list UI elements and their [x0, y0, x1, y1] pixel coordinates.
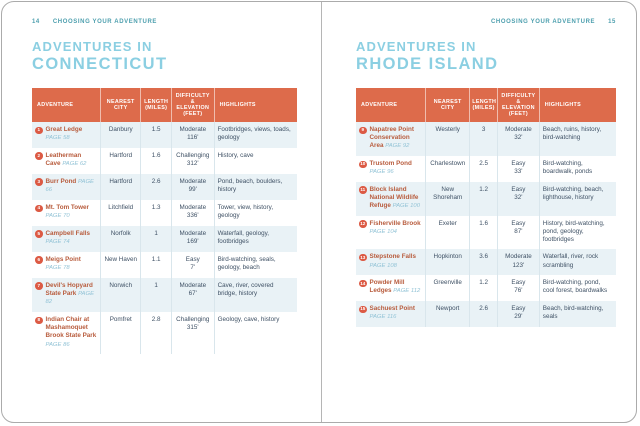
- elevation: 123': [512, 261, 525, 269]
- row-number-badge: 5: [35, 230, 43, 238]
- page-ref: PAGE 62: [62, 161, 87, 168]
- row-number-badge: 11: [360, 187, 366, 193]
- adventure-cell: [356, 301, 426, 327]
- row-number-badge: 10: [360, 161, 366, 167]
- highlights: Pond, beach, boulders, history: [214, 174, 297, 200]
- table-row: [32, 278, 297, 313]
- elevation: 99': [188, 185, 197, 193]
- difficulty: Moderate: [179, 281, 207, 289]
- nearest-city: Charlestown: [426, 156, 470, 182]
- highlights: Bird-watching, beach, lighthouse, history: [539, 182, 616, 216]
- page-ref: PAGE 78: [45, 264, 70, 271]
- adventure-cell: [32, 278, 101, 313]
- adventure-name: Fisherville Brook: [369, 219, 421, 227]
- page-title: [356, 40, 616, 73]
- elevation: 32': [514, 194, 523, 202]
- page-ref: PAGE 58: [45, 135, 70, 142]
- difficulty-elevation: [498, 275, 540, 301]
- length-miles: 1: [141, 278, 172, 313]
- elevation: 76': [514, 287, 523, 295]
- adventure-name: Powder Mill Ledges: [369, 279, 405, 295]
- adventure-label: [370, 186, 423, 211]
- column-header: ADVENTURE: [32, 88, 101, 122]
- difficulty-elevation: [172, 252, 215, 278]
- row-number-badge: 4: [35, 205, 43, 213]
- difficulty-elevation: [172, 122, 215, 148]
- difficulty: Challenging: [176, 151, 210, 159]
- page-ref: PAGE 74: [45, 239, 70, 246]
- adventure-name: Burr Pond: [45, 177, 77, 185]
- highlights: Bird-watching, pond, cool forest, boardwalks: [539, 275, 616, 301]
- adventure-cell: [356, 216, 426, 250]
- length-miles: 1.1: [141, 252, 172, 278]
- column-header: LENGTH (MILES): [470, 88, 498, 122]
- adventure-label: [370, 126, 423, 151]
- adventure-name: Devil's Hopyard State Park: [45, 281, 93, 297]
- nearest-city: Danbury: [101, 122, 141, 148]
- adventure-table-connecticut: [32, 88, 297, 354]
- nearest-city: Norfolk: [101, 226, 141, 252]
- highlights: Footbridges, views, toads, geology: [214, 122, 297, 148]
- adventure-cell: [32, 174, 101, 200]
- folio-number: 15: [608, 19, 616, 25]
- adventure-cell: [32, 226, 101, 252]
- row-number-badge: 1: [35, 127, 43, 135]
- running-head-text: CHOOSING YOUR ADVENTURE: [52, 19, 158, 25]
- adventure-label: [370, 305, 423, 322]
- elevation: 67': [188, 289, 197, 297]
- length-miles: 1.6: [470, 216, 498, 250]
- difficulty-elevation: [172, 200, 215, 226]
- difficulty: Moderate: [179, 177, 207, 185]
- running-head-text: CHOOSING YOUR ADVENTURE: [490, 19, 596, 25]
- difficulty-elevation: [172, 278, 215, 313]
- page-left: [2, 2, 319, 422]
- difficulty-elevation: [498, 249, 540, 275]
- difficulty-elevation: [498, 182, 540, 216]
- adventure-cell: [356, 122, 426, 156]
- nearest-city: Litchfield: [101, 200, 141, 226]
- difficulty: Easy: [511, 305, 526, 313]
- highlights: Beach, bird-watching, seals: [539, 301, 616, 327]
- row-number-badge: 12: [360, 221, 366, 227]
- adventure-cell: [356, 156, 426, 182]
- adventure-cell: [32, 312, 101, 354]
- adventure-name: Campbell Falls: [45, 229, 90, 237]
- length-miles: 2.5: [470, 156, 498, 182]
- running-head-right: [356, 19, 616, 25]
- highlights: Bird-watching, boardwalk, ponds: [539, 156, 616, 182]
- table-row: [32, 312, 297, 354]
- difficulty-elevation: [172, 174, 215, 200]
- page-ref: PAGE 96: [369, 169, 394, 176]
- difficulty: Moderate: [179, 229, 207, 237]
- row-number-badge: 15: [360, 306, 366, 312]
- adventure-name: Great Ledge: [45, 126, 83, 134]
- length-miles: 2.8: [141, 312, 172, 354]
- elevation: 336': [186, 212, 199, 220]
- adventure-table-rhode-island: [356, 88, 616, 327]
- page-ref: PAGE 92: [385, 143, 410, 150]
- adventure-name: Trustom Pond: [369, 160, 412, 168]
- nearest-city: Hopkinton: [426, 249, 470, 275]
- page-ref: PAGE 100: [392, 203, 420, 210]
- column-header: HIGHLIGHTS: [214, 88, 297, 122]
- column-header: NEAREST CITY: [426, 88, 470, 122]
- difficulty: Easy: [185, 255, 200, 263]
- adventure-cell: [356, 249, 426, 275]
- page-title-line1: ADVENTURES IN: [356, 39, 477, 54]
- elevation: 312': [186, 160, 199, 168]
- elevation: 315': [186, 324, 199, 332]
- highlights: Waterfall, river, rock scrambling: [539, 249, 616, 275]
- nearest-city: Westerly: [426, 122, 470, 156]
- difficulty: Moderate: [505, 126, 532, 134]
- adventure-cell: [356, 275, 426, 301]
- column-header: DIFFICULTY & ELEVATION (FEET): [498, 88, 540, 122]
- length-miles: 1.6: [141, 148, 172, 174]
- highlights: Bird-watching, seals, geology, beach: [214, 252, 297, 278]
- table-row: [356, 301, 616, 327]
- nearest-city: Hartford: [101, 148, 141, 174]
- table-row: [32, 148, 297, 174]
- adventure-label: [46, 178, 98, 195]
- row-number-badge: 9: [359, 127, 367, 135]
- row-number-badge: 13: [360, 254, 366, 260]
- length-miles: 1: [141, 226, 172, 252]
- table-row: [32, 252, 297, 278]
- nearest-city: New Haven: [101, 252, 141, 278]
- adventure-cell: [32, 252, 101, 278]
- row-number-badge: 7: [35, 282, 43, 290]
- column-header: DIFFICULTY & ELEVATION (FEET): [172, 88, 215, 122]
- difficulty: Easy: [511, 279, 526, 287]
- adventure-name: Indian Chair at Mashamoquet Brook State Park: [45, 316, 97, 340]
- adventure-name: Mt. Tom Tower: [45, 204, 89, 212]
- length-miles: 3.6: [470, 249, 498, 275]
- length-miles: 2.6: [141, 174, 172, 200]
- difficulty-elevation: [498, 301, 540, 327]
- length-miles: 1.2: [470, 275, 498, 301]
- adventure-label: [370, 279, 423, 296]
- highlights: Geology, cave, history: [214, 312, 297, 354]
- adventure-label: [46, 204, 98, 221]
- difficulty: Easy: [511, 185, 526, 193]
- length-miles: 1.3: [141, 200, 172, 226]
- page-right: [319, 2, 636, 422]
- difficulty-elevation: [498, 122, 540, 156]
- adventure-name: Napatree Point Conservation Area: [369, 126, 414, 150]
- row-number-badge: 6: [35, 256, 43, 264]
- adventure-cell: [32, 122, 101, 148]
- running-head-left: [32, 19, 297, 25]
- page-title-line2: CONNECTICUT: [32, 54, 168, 73]
- highlights: Waterfall, geology, footbridges: [214, 226, 297, 252]
- nearest-city: Norwich: [101, 278, 141, 313]
- highlights: History, cave: [214, 148, 297, 174]
- length-miles: 3: [470, 122, 498, 156]
- length-miles: 2.6: [470, 301, 498, 327]
- highlights: History, bird-watching, pond, geology, footbridges: [539, 216, 616, 250]
- row-number-badge: 14: [360, 280, 366, 286]
- column-header: ADVENTURE: [356, 88, 426, 122]
- header-row: [356, 88, 616, 122]
- folio-number: 14: [32, 19, 40, 25]
- row-number-badge: 3: [35, 178, 43, 186]
- elevation: 7': [190, 263, 196, 271]
- adventure-cell: [356, 182, 426, 216]
- length-miles: 1.2: [470, 182, 498, 216]
- page-ref: PAGE 70: [45, 213, 70, 220]
- elevation: 32': [514, 134, 523, 142]
- adventure-label: [46, 230, 98, 247]
- adventure-label: [46, 316, 98, 349]
- highlights: Cave, river, covered bridge, history: [214, 278, 297, 313]
- difficulty-elevation: [172, 226, 215, 252]
- page-ref: PAGE 86: [45, 341, 70, 348]
- book-spread: [1, 1, 637, 423]
- table-row: [32, 226, 297, 252]
- row-number-badge: 2: [35, 152, 43, 160]
- difficulty-elevation: [172, 312, 215, 354]
- column-header: LENGTH (MILES): [141, 88, 172, 122]
- page-ref: PAGE 104: [369, 229, 397, 236]
- difficulty: Easy: [511, 160, 526, 168]
- adventure-name: Leatherman Cave: [45, 151, 82, 168]
- adventure-label: [46, 126, 98, 143]
- spine-divider: [321, 2, 322, 422]
- adventure-label: [370, 220, 423, 237]
- difficulty-elevation: [498, 156, 540, 182]
- page-title-line1: ADVENTURES IN: [32, 39, 153, 54]
- difficulty-elevation: [498, 216, 540, 250]
- adventure-label: [46, 152, 98, 169]
- table-row: [356, 122, 616, 156]
- difficulty: Moderate: [179, 126, 207, 134]
- column-header: NEAREST CITY: [101, 88, 141, 122]
- adventure-label: [370, 160, 423, 177]
- difficulty: Moderate: [179, 204, 207, 212]
- difficulty: Challenging: [176, 316, 210, 324]
- page-title: [32, 40, 297, 73]
- elevation: 29': [514, 313, 523, 321]
- table-row: [32, 174, 297, 200]
- column-header: HIGHLIGHTS: [539, 88, 616, 122]
- highlights: Tower, view, history, geology: [214, 200, 297, 226]
- page-ref: PAGE 112: [393, 288, 421, 295]
- nearest-city: Exeter: [426, 216, 470, 250]
- adventure-cell: [32, 148, 101, 174]
- adventure-label: [370, 253, 423, 270]
- difficulty: Easy: [511, 219, 526, 227]
- highlights: Beach, ruins, history, bird-watching: [539, 122, 616, 156]
- nearest-city: Greenville: [426, 275, 470, 301]
- nearest-city: Newport: [426, 301, 470, 327]
- adventure-cell: [32, 200, 101, 226]
- adventure-name: Block Island National Wildlife Refuge: [369, 185, 419, 210]
- page-ref: PAGE 116: [369, 314, 397, 321]
- page-ref: PAGE 82: [45, 290, 94, 306]
- table-row: [356, 249, 616, 275]
- adventure-name: Sachuest Point: [369, 305, 415, 313]
- table-row: [356, 216, 616, 250]
- row-number-badge: 8: [35, 317, 43, 325]
- length-miles: 1.5: [141, 122, 172, 148]
- adventure-name: Stepstone Falls: [369, 253, 417, 261]
- nearest-city: Pomfret: [101, 312, 141, 354]
- page-title-line2: RHODE ISLAND: [356, 54, 499, 73]
- adventure-label: [46, 256, 98, 273]
- table-row: [32, 122, 297, 148]
- elevation: 33': [514, 168, 523, 176]
- table-row: [356, 182, 616, 216]
- elevation: 87': [514, 228, 523, 236]
- adventure-label: [46, 282, 98, 308]
- table-row: [356, 156, 616, 182]
- page-ref: PAGE 108: [369, 262, 397, 269]
- difficulty: Moderate: [505, 253, 532, 261]
- nearest-city: Hartford: [101, 174, 141, 200]
- elevation: 169': [186, 238, 199, 246]
- table-row: [32, 200, 297, 226]
- header-row: [32, 88, 297, 122]
- table-row: [356, 275, 616, 301]
- page-ref: PAGE 66: [45, 178, 94, 194]
- nearest-city: New Shoreham: [426, 182, 470, 216]
- difficulty-elevation: [172, 148, 215, 174]
- adventure-name: Meigs Point: [45, 255, 81, 263]
- elevation: 116': [187, 134, 199, 142]
